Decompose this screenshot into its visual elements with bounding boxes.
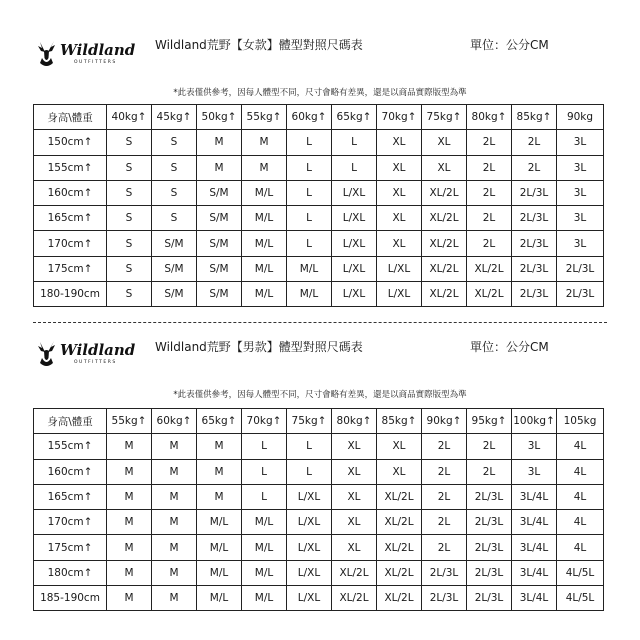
weight-column-header: 50kg↑	[197, 105, 242, 130]
size-cell: 4L	[557, 459, 604, 484]
size-cell: XL/2L	[332, 586, 377, 611]
table-row	[34, 484, 604, 509]
size-cell: 4L	[557, 535, 604, 560]
size-cell: M/L	[242, 206, 287, 231]
size-cell: 2L/3L	[512, 282, 557, 307]
size-cell: XL/2L	[422, 231, 467, 256]
size-cell: L	[287, 206, 332, 231]
size-cell: M	[242, 130, 287, 155]
size-cell: XL/2L	[332, 560, 377, 585]
table-row	[34, 434, 604, 459]
size-cell: XL/2L	[422, 256, 467, 281]
size-cell: XL	[332, 459, 377, 484]
size-cell: 2L/3L	[422, 560, 467, 585]
section-divider	[33, 322, 607, 323]
size-cell: 3L/4L	[512, 560, 557, 585]
size-cell: L	[242, 459, 287, 484]
size-cell: L	[287, 459, 332, 484]
size-cell: M/L	[197, 535, 242, 560]
size-cell: S/M	[152, 231, 197, 256]
height-cell: 160cm↑	[34, 459, 107, 484]
size-cell: M	[107, 560, 152, 585]
size-cell: L/XL	[332, 282, 377, 307]
size-cell: M/L	[242, 282, 287, 307]
svg-text:Wildland: Wildland	[60, 41, 136, 59]
size-cell: L	[332, 155, 377, 180]
size-cell: L	[287, 155, 332, 180]
size-cell: XL	[332, 434, 377, 459]
size-cell: S/M	[197, 256, 242, 281]
men-unit-label: 單位：公分CM	[470, 340, 549, 354]
deer-logo-icon	[34, 36, 144, 70]
size-cell: S/M	[197, 206, 242, 231]
table-row	[34, 535, 604, 560]
size-cell: 3L	[557, 206, 604, 231]
size-cell: 2L	[467, 459, 512, 484]
weight-column-header: 65kg↑	[197, 409, 242, 434]
size-cell: M/L	[197, 586, 242, 611]
table-row	[34, 586, 604, 611]
size-cell: M	[197, 155, 242, 180]
size-cell: S	[107, 206, 152, 231]
size-cell: S	[107, 231, 152, 256]
size-cell: 2L	[467, 155, 512, 180]
women-size-table	[33, 104, 604, 307]
size-cell: 2L/3L	[467, 535, 512, 560]
size-cell: M	[152, 484, 197, 509]
size-cell: XL	[377, 206, 422, 231]
size-cell: M	[107, 459, 152, 484]
size-cell: L	[242, 484, 287, 509]
size-cell: S	[107, 180, 152, 205]
size-cell: 2L/3L	[467, 560, 512, 585]
size-cell: XL/2L	[377, 560, 422, 585]
size-cell: M	[107, 535, 152, 560]
size-cell: XL	[377, 180, 422, 205]
size-cell: S	[152, 130, 197, 155]
size-cell: M	[197, 484, 242, 509]
table-row	[34, 256, 604, 281]
size-cell: 3L/4L	[512, 510, 557, 535]
size-cell: L/XL	[332, 256, 377, 281]
height-cell: 170cm↑	[34, 231, 107, 256]
table-row	[34, 130, 604, 155]
size-cell: XL	[332, 535, 377, 560]
women-disclaimer-note: *此表僅供參考，因每人體型不同，尺寸會略有差異，還是以商品實際版型為準	[173, 88, 467, 98]
size-cell: XL	[332, 484, 377, 509]
size-cell: 2L/3L	[512, 256, 557, 281]
size-cell: L/XL	[332, 180, 377, 205]
size-cell: M	[197, 434, 242, 459]
size-cell: 4L/5L	[557, 560, 604, 585]
size-cell: XL	[422, 130, 467, 155]
size-cell: M/L	[287, 282, 332, 307]
height-cell: 180-190cm	[34, 282, 107, 307]
size-cell: XL/2L	[377, 535, 422, 560]
weight-column-header: 70kg↑	[242, 409, 287, 434]
height-cell: 150cm↑	[34, 130, 107, 155]
women-unit-label: 單位：公分CM	[470, 38, 549, 52]
size-cell: L	[287, 231, 332, 256]
size-cell: M	[152, 535, 197, 560]
weight-column-header: 80kg↑	[467, 105, 512, 130]
size-cell: L/XL	[287, 560, 332, 585]
size-cell: 2L/3L	[467, 586, 512, 611]
men-disclaimer-note: *此表僅供參考，因每人體型不同，尺寸會略有差異，還是以商品實際版型為準	[173, 390, 467, 400]
header-row	[34, 105, 604, 130]
size-cell: 2L	[467, 130, 512, 155]
size-cell: XL/2L	[377, 484, 422, 509]
women-chart-title: Wildland荒野【女款】體型對照尺碼表	[155, 38, 363, 52]
size-cell: XL/2L	[377, 510, 422, 535]
size-cell: XL/2L	[422, 180, 467, 205]
size-cell: 2L/3L	[512, 206, 557, 231]
size-cell: 2L	[512, 130, 557, 155]
size-cell: M	[152, 560, 197, 585]
height-cell: 175cm↑	[34, 256, 107, 281]
size-cell: L/XL	[332, 231, 377, 256]
size-cell: S	[107, 256, 152, 281]
table-row	[34, 510, 604, 535]
size-cell: S/M	[197, 180, 242, 205]
weight-column-header: 75kg↑	[422, 105, 467, 130]
weight-column-header: 75kg↑	[287, 409, 332, 434]
size-cell: M	[107, 484, 152, 509]
size-cell: 3L	[512, 434, 557, 459]
size-cell: L/XL	[287, 510, 332, 535]
size-cell: L/XL	[332, 206, 377, 231]
weight-column-header: 70kg↑	[377, 105, 422, 130]
size-cell: 4L/5L	[557, 586, 604, 611]
size-cell: 2L/3L	[557, 282, 604, 307]
deer-logo-icon	[34, 336, 144, 370]
size-cell: 3L	[557, 231, 604, 256]
weight-column-header: 65kg↑	[332, 105, 377, 130]
size-cell: L/XL	[287, 484, 332, 509]
weight-column-header: 80kg↑	[332, 409, 377, 434]
size-cell: XL	[377, 434, 422, 459]
size-cell: M	[152, 459, 197, 484]
weight-column-header: 60kg↑	[152, 409, 197, 434]
size-cell: 2L	[422, 434, 467, 459]
size-cell: XL	[332, 510, 377, 535]
table-row	[34, 206, 604, 231]
table-row	[34, 180, 604, 205]
size-cell: 2L	[467, 231, 512, 256]
size-cell: S	[152, 155, 197, 180]
size-cell: M	[107, 434, 152, 459]
size-cell: 2L	[422, 484, 467, 509]
table-row	[34, 560, 604, 585]
size-cell: 2L	[467, 206, 512, 231]
size-cell: 4L	[557, 434, 604, 459]
wildland-logo	[34, 36, 144, 70]
size-cell: M/L	[242, 231, 287, 256]
svg-text:OUTFITTERS: OUTFITTERS	[74, 360, 117, 365]
size-cell: 2L/3L	[422, 586, 467, 611]
weight-column-header: 55kg↑	[107, 409, 152, 434]
size-cell: L	[332, 130, 377, 155]
table-row	[34, 155, 604, 180]
size-cell: M/L	[242, 256, 287, 281]
height-cell: 165cm↑	[34, 484, 107, 509]
size-cell: 3L	[557, 130, 604, 155]
size-cell: S	[107, 155, 152, 180]
size-cell: 3L/4L	[512, 484, 557, 509]
size-cell: M	[197, 459, 242, 484]
table-row	[34, 459, 604, 484]
size-cell: L/XL	[377, 282, 422, 307]
weight-column-header: 90kg	[557, 105, 604, 130]
size-cell: 2L/3L	[512, 180, 557, 205]
size-cell: 4L	[557, 484, 604, 509]
size-cell: 3L	[512, 459, 557, 484]
size-cell: M	[107, 510, 152, 535]
weight-column-header: 95kg↑	[467, 409, 512, 434]
size-cell: XL	[377, 155, 422, 180]
size-cell: S	[107, 130, 152, 155]
size-cell: 2L	[422, 459, 467, 484]
weight-column-header: 55kg↑	[242, 105, 287, 130]
size-cell: L	[287, 130, 332, 155]
size-cell: M	[152, 586, 197, 611]
weight-column-header: 100kg↑	[512, 409, 557, 434]
size-cell: XL	[422, 155, 467, 180]
size-cell: XL/2L	[467, 282, 512, 307]
size-cell: XL/2L	[422, 282, 467, 307]
table-row	[34, 282, 604, 307]
size-cell: L	[287, 180, 332, 205]
size-cell: L/XL	[287, 586, 332, 611]
height-weight-header: 身高\體重	[34, 105, 107, 130]
size-cell: 2L	[512, 155, 557, 180]
size-cell: 3L	[557, 180, 604, 205]
height-cell: 155cm↑	[34, 155, 107, 180]
height-cell: 165cm↑	[34, 206, 107, 231]
size-cell: M	[242, 155, 287, 180]
size-cell: M/L	[287, 256, 332, 281]
size-cell: M/L	[242, 586, 287, 611]
size-cell: 2L	[467, 180, 512, 205]
size-cell: S	[152, 206, 197, 231]
height-weight-header: 身高\體重	[34, 409, 107, 434]
height-cell: 155cm↑	[34, 434, 107, 459]
weight-column-header: 85kg↑	[377, 409, 422, 434]
size-cell: M/L	[242, 510, 287, 535]
table-row	[34, 231, 604, 256]
size-cell: 2L	[422, 535, 467, 560]
size-cell: M	[152, 434, 197, 459]
size-cell: 2L	[422, 510, 467, 535]
size-cell: M/L	[197, 510, 242, 535]
size-cell: S	[152, 180, 197, 205]
svg-text:Wildland: Wildland	[60, 341, 136, 359]
size-cell: S/M	[197, 231, 242, 256]
size-cell: M/L	[242, 560, 287, 585]
size-cell: L/XL	[287, 535, 332, 560]
size-cell: 3L/4L	[512, 586, 557, 611]
men-size-table	[33, 408, 604, 611]
weight-column-header: 60kg↑	[287, 105, 332, 130]
size-cell: 2L/3L	[512, 231, 557, 256]
men-chart-title: Wildland荒野【男款】體型對照尺碼表	[155, 340, 363, 354]
size-cell: L	[287, 434, 332, 459]
weight-column-header: 90kg↑	[422, 409, 467, 434]
size-cell: S/M	[152, 282, 197, 307]
size-cell: L/XL	[377, 256, 422, 281]
size-cell: XL/2L	[467, 256, 512, 281]
height-cell: 185-190cm	[34, 586, 107, 611]
size-cell: 3L/4L	[512, 535, 557, 560]
header-row	[34, 409, 604, 434]
size-cell: M/L	[197, 560, 242, 585]
size-cell: XL/2L	[377, 586, 422, 611]
size-cell: 2L	[467, 434, 512, 459]
wildland-logo	[34, 336, 144, 370]
weight-column-header: 45kg↑	[152, 105, 197, 130]
height-cell: 180cm↑	[34, 560, 107, 585]
size-cell: 2L/3L	[467, 510, 512, 535]
size-cell: XL	[377, 459, 422, 484]
size-cell: XL	[377, 130, 422, 155]
size-cell: S/M	[152, 256, 197, 281]
size-cell: M	[197, 130, 242, 155]
size-cell: 2L/3L	[467, 484, 512, 509]
height-cell: 160cm↑	[34, 180, 107, 205]
size-cell: XL/2L	[422, 206, 467, 231]
size-cell: M/L	[242, 180, 287, 205]
size-cell: L	[242, 434, 287, 459]
height-cell: 170cm↑	[34, 510, 107, 535]
weight-column-header: 85kg↑	[512, 105, 557, 130]
svg-text:OUTFITTERS: OUTFITTERS	[74, 60, 117, 65]
size-cell: M	[107, 586, 152, 611]
weight-column-header: 40kg↑	[107, 105, 152, 130]
size-cell: 2L/3L	[557, 256, 604, 281]
size-cell: XL	[377, 231, 422, 256]
weight-column-header: 105kg	[557, 409, 604, 434]
height-cell: 175cm↑	[34, 535, 107, 560]
size-cell: S/M	[197, 282, 242, 307]
size-cell: M	[152, 510, 197, 535]
size-cell: M/L	[242, 535, 287, 560]
size-cell: S	[107, 282, 152, 307]
size-cell: 3L	[557, 155, 604, 180]
size-cell: 4L	[557, 510, 604, 535]
